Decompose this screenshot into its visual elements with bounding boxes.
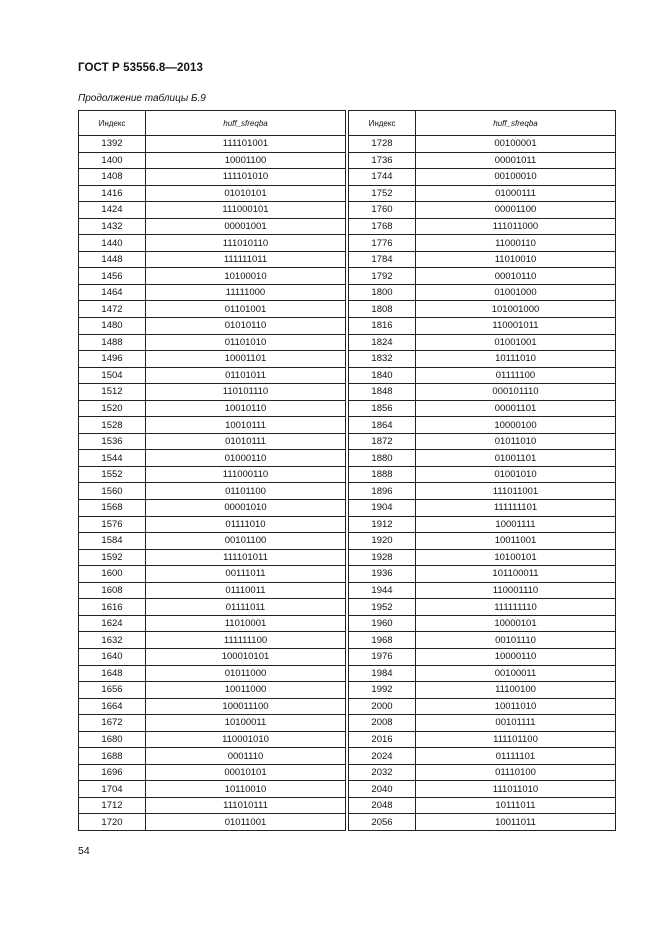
table-row <box>349 268 616 285</box>
table-cell-index: 1464 <box>79 284 146 301</box>
table-row <box>349 797 616 814</box>
table-cell-index: 1696 <box>79 764 146 781</box>
table-row <box>79 202 346 219</box>
table-cell-index: 1576 <box>79 516 146 533</box>
table-row <box>79 566 346 583</box>
table-cell-index: 1728 <box>349 136 416 153</box>
table-cell-index: 1752 <box>349 185 416 202</box>
table-cell-value: 111011000 <box>416 218 616 235</box>
table-cell-index: 2056 <box>349 814 416 831</box>
table-cell-index: 1528 <box>79 417 146 434</box>
table-row <box>79 301 346 318</box>
table-cell-index: 1896 <box>349 483 416 500</box>
table-cell-value: 11111000 <box>146 284 346 301</box>
table-cell-value: 00010101 <box>146 764 346 781</box>
table-cell-value: 10001100 <box>146 152 346 169</box>
table-cell-index: 1560 <box>79 483 146 500</box>
table-row <box>79 715 346 732</box>
table-cell-index: 1472 <box>79 301 146 318</box>
column-header-index: Индекс <box>349 111 416 136</box>
table-cell-value: 01010110 <box>146 318 346 335</box>
table-row <box>79 648 346 665</box>
table-row <box>349 698 616 715</box>
table-cell-value: 111111100 <box>146 632 346 649</box>
table-cell-value: 01010111 <box>146 433 346 450</box>
table-row <box>349 318 616 335</box>
table-cell-index: 1864 <box>349 417 416 434</box>
table-cell-value: 00101110 <box>416 632 616 649</box>
column-header-value: huff_sfreqba <box>146 111 346 136</box>
table-cell-index: 1840 <box>349 367 416 384</box>
table-cell-index: 1928 <box>349 549 416 566</box>
table-cell-index: 1992 <box>349 682 416 699</box>
table-row <box>349 615 616 632</box>
table-row <box>79 185 346 202</box>
table-left-body <box>79 136 346 831</box>
table-cell-value: 10100010 <box>146 268 346 285</box>
table-row <box>79 549 346 566</box>
table-cell-index: 1688 <box>79 748 146 765</box>
table-cell-index: 1960 <box>349 615 416 632</box>
table-cell-value: 01101010 <box>146 334 346 351</box>
table-row <box>79 152 346 169</box>
table-row <box>349 202 616 219</box>
table-row <box>349 433 616 450</box>
table-row <box>79 284 346 301</box>
table-cell-value: 11010001 <box>146 615 346 632</box>
table-row <box>349 500 616 517</box>
table-cell-index: 1536 <box>79 433 146 450</box>
table-cell-index: 2048 <box>349 797 416 814</box>
table-cell-index: 1664 <box>79 698 146 715</box>
table-cell-index: 1880 <box>349 450 416 467</box>
table-cell-value: 111011010 <box>416 781 616 798</box>
table-cell-index: 1600 <box>79 566 146 583</box>
table-row <box>349 136 616 153</box>
table-row <box>79 665 346 682</box>
table-row <box>349 417 616 434</box>
table-cell-value: 10110010 <box>146 781 346 798</box>
table-cell-value: 00100001 <box>416 136 616 153</box>
table-cell-value: 01000111 <box>416 185 616 202</box>
table-container <box>78 110 615 828</box>
table-cell-index: 1480 <box>79 318 146 335</box>
table-cell-index: 1456 <box>79 268 146 285</box>
table-cell-value: 01001010 <box>416 466 616 483</box>
table-cell-index: 1792 <box>349 268 416 285</box>
table-cell-value: 110001011 <box>416 318 616 335</box>
table-cell-index: 1744 <box>349 169 416 186</box>
table-cell-index: 2000 <box>349 698 416 715</box>
table-cell-index: 1624 <box>79 615 146 632</box>
table-cell-value: 01011010 <box>416 433 616 450</box>
table-cell-value: 100010101 <box>146 648 346 665</box>
table-cell-value: 01111011 <box>146 599 346 616</box>
table-row <box>79 533 346 550</box>
table-cell-value: 10011010 <box>416 698 616 715</box>
table-cell-value: 111010110 <box>146 235 346 252</box>
table-cell-value: 11100100 <box>416 682 616 699</box>
table-cell-index: 1848 <box>349 384 416 401</box>
table-row <box>349 566 616 583</box>
table-row <box>349 549 616 566</box>
table-row <box>349 218 616 235</box>
table-row <box>349 814 616 831</box>
table-cell-value: 00100011 <box>416 665 616 682</box>
table-cell-index: 1584 <box>79 533 146 550</box>
table-row <box>79 599 346 616</box>
table-cell-index: 1968 <box>349 632 416 649</box>
table-cell-value: 111101011 <box>146 549 346 566</box>
table-row <box>349 251 616 268</box>
table-cell-value: 110001110 <box>416 582 616 599</box>
table-cell-value: 01000110 <box>146 450 346 467</box>
table-cell-value: 01110011 <box>146 582 346 599</box>
table-cell-index: 1400 <box>79 152 146 169</box>
table-cell-value: 00101100 <box>146 533 346 550</box>
table-cell-value: 10111010 <box>416 351 616 368</box>
table-left <box>78 110 346 831</box>
table-cell-index: 2024 <box>349 748 416 765</box>
table-cell-index: 1904 <box>349 500 416 517</box>
table-cell-index: 1856 <box>349 400 416 417</box>
table-cell-index: 1872 <box>349 433 416 450</box>
table-cell-value: 01111100 <box>416 367 616 384</box>
table-row <box>349 400 616 417</box>
table-cell-value: 01010101 <box>146 185 346 202</box>
table-cell-index: 1504 <box>79 367 146 384</box>
table-row <box>349 450 616 467</box>
table-cell-value: 00101111 <box>416 715 616 732</box>
table-row <box>349 185 616 202</box>
table-cell-value: 10011000 <box>146 682 346 699</box>
table-cell-value: 10000100 <box>416 417 616 434</box>
table-row <box>349 301 616 318</box>
table-row <box>79 748 346 765</box>
table-cell-index: 1784 <box>349 251 416 268</box>
table-cell-value: 00010110 <box>416 268 616 285</box>
table-row <box>349 284 616 301</box>
table-cell-index: 2032 <box>349 764 416 781</box>
table-cell-value: 01101001 <box>146 301 346 318</box>
table-cell-index: 1720 <box>79 814 146 831</box>
table-row <box>79 251 346 268</box>
table-cell-value: 11000110 <box>416 235 616 252</box>
table-row <box>79 781 346 798</box>
table-cell-index: 1920 <box>349 533 416 550</box>
table-cell-index: 1760 <box>349 202 416 219</box>
table-cell-value: 10010111 <box>146 417 346 434</box>
table-cell-index: 1832 <box>349 351 416 368</box>
table-row <box>79 516 346 533</box>
table-cell-index: 1808 <box>349 301 416 318</box>
table-cell-value: 00001101 <box>416 400 616 417</box>
table-row <box>79 814 346 831</box>
table-row <box>79 731 346 748</box>
table-cell-index: 1656 <box>79 682 146 699</box>
table-row <box>349 665 616 682</box>
table-cell-index: 1672 <box>79 715 146 732</box>
table-cell-index: 1704 <box>79 781 146 798</box>
table-cell-index: 1776 <box>349 235 416 252</box>
table-cell-value: 00111011 <box>146 566 346 583</box>
table-cell-value: 01101011 <box>146 367 346 384</box>
table-cell-index: 1432 <box>79 218 146 235</box>
table-row <box>79 334 346 351</box>
table-row <box>349 533 616 550</box>
table-cell-index: 1936 <box>349 566 416 583</box>
table-cell-value: 01111101 <box>416 748 616 765</box>
table-cell-index: 1496 <box>79 351 146 368</box>
column-header-value: huff_sfreqba <box>416 111 616 136</box>
table-cell-index: 1712 <box>79 797 146 814</box>
table-cell-value: 10011001 <box>416 533 616 550</box>
table-cell-index: 1608 <box>79 582 146 599</box>
table-row <box>79 582 346 599</box>
table-row <box>79 682 346 699</box>
table-cell-value: 0001110 <box>146 748 346 765</box>
table-cell-index: 1976 <box>349 648 416 665</box>
table-cell-value: 111101010 <box>146 169 346 186</box>
table-cell-value: 10001101 <box>146 351 346 368</box>
table-cell-index: 1424 <box>79 202 146 219</box>
table-cell-value: 01101100 <box>146 483 346 500</box>
table-cell-value: 111111101 <box>416 500 616 517</box>
table-cell-index: 1408 <box>79 169 146 186</box>
table-cell-value: 111010111 <box>146 797 346 814</box>
table-row <box>349 367 616 384</box>
table-row <box>349 764 616 781</box>
table-row <box>349 334 616 351</box>
table-cell-value: 01001001 <box>416 334 616 351</box>
table-cell-index: 1616 <box>79 599 146 616</box>
table-cell-index: 1568 <box>79 500 146 517</box>
table-cell-value: 10010110 <box>146 400 346 417</box>
table-cell-index: 2016 <box>349 731 416 748</box>
table-row <box>79 483 346 500</box>
table-right <box>348 110 616 831</box>
table-cell-value: 111111110 <box>416 599 616 616</box>
table-row <box>349 351 616 368</box>
table-cell-value: 01111010 <box>146 516 346 533</box>
table-row <box>349 384 616 401</box>
table-cell-index: 2040 <box>349 781 416 798</box>
table-cell-value: 11010010 <box>416 251 616 268</box>
table-row <box>79 797 346 814</box>
table-row <box>79 384 346 401</box>
table-row <box>349 632 616 649</box>
table-cell-index: 1552 <box>79 466 146 483</box>
table-cell-index: 1440 <box>79 235 146 252</box>
table-cell-index: 1448 <box>79 251 146 268</box>
table-cell-index: 1488 <box>79 334 146 351</box>
table-row <box>349 235 616 252</box>
table-row <box>79 367 346 384</box>
table-cell-index: 1824 <box>349 334 416 351</box>
table-row <box>349 648 616 665</box>
table-row <box>79 500 346 517</box>
table-cell-value: 01011000 <box>146 665 346 682</box>
table-cell-value: 100011100 <box>146 698 346 715</box>
table-row <box>79 417 346 434</box>
table-row <box>79 698 346 715</box>
table-cell-value: 111101100 <box>416 731 616 748</box>
table-cell-value: 111000101 <box>146 202 346 219</box>
table-row <box>79 615 346 632</box>
table-cell-value: 10000110 <box>416 648 616 665</box>
table-row <box>79 632 346 649</box>
table-row <box>349 516 616 533</box>
table-row <box>349 483 616 500</box>
table-cell-value: 111111011 <box>146 251 346 268</box>
table-cell-index: 1952 <box>349 599 416 616</box>
table-row <box>349 781 616 798</box>
table-cell-value: 01011001 <box>146 814 346 831</box>
table-cell-value: 000101110 <box>416 384 616 401</box>
table-cell-value: 110001010 <box>146 731 346 748</box>
table-cell-value: 01110100 <box>416 764 616 781</box>
table-cell-index: 1416 <box>79 185 146 202</box>
table-cell-value: 01001101 <box>416 450 616 467</box>
table-row <box>79 268 346 285</box>
table-row <box>349 169 616 186</box>
table-cell-value: 111011001 <box>416 483 616 500</box>
table-row <box>349 599 616 616</box>
table-row <box>79 235 346 252</box>
table-row <box>79 351 346 368</box>
table-cell-index: 2008 <box>349 715 416 732</box>
page-number: 54 <box>78 845 90 857</box>
table-cell-index: 1632 <box>79 632 146 649</box>
table-cell-index: 1392 <box>79 136 146 153</box>
table-row <box>349 466 616 483</box>
table-row <box>79 466 346 483</box>
column-header-index: Индекс <box>79 111 146 136</box>
table-cell-index: 1520 <box>79 400 146 417</box>
table-row <box>349 748 616 765</box>
table-row <box>79 400 346 417</box>
table-cell-value: 111000110 <box>146 466 346 483</box>
table-cell-value: 00001010 <box>146 500 346 517</box>
table-row <box>79 169 346 186</box>
table-cell-value: 10111011 <box>416 797 616 814</box>
table-row <box>349 731 616 748</box>
table-row <box>79 450 346 467</box>
table-cell-value: 00100010 <box>416 169 616 186</box>
table-cell-index: 1912 <box>349 516 416 533</box>
table-cell-index: 1640 <box>79 648 146 665</box>
table-cell-value: 101001000 <box>416 301 616 318</box>
table-cell-value: 01001000 <box>416 284 616 301</box>
table-cell-index: 1984 <box>349 665 416 682</box>
table-row <box>79 433 346 450</box>
table-cell-value: 10100011 <box>146 715 346 732</box>
table-cell-index: 1888 <box>349 466 416 483</box>
table-cell-index: 1512 <box>79 384 146 401</box>
table-cell-index: 1816 <box>349 318 416 335</box>
table-cell-value: 00001100 <box>416 202 616 219</box>
table-cell-value: 10011011 <box>416 814 616 831</box>
table-cell-value: 110101110 <box>146 384 346 401</box>
table-header-row <box>349 111 616 136</box>
table-cell-value: 10001111 <box>416 516 616 533</box>
table-cell-value: 10000101 <box>416 615 616 632</box>
table-cell-value: 111101001 <box>146 136 346 153</box>
table-cell-index: 1736 <box>349 152 416 169</box>
table-cell-index: 1800 <box>349 284 416 301</box>
table-cell-value: 101100011 <box>416 566 616 583</box>
table-cell-index: 1592 <box>79 549 146 566</box>
table-row <box>349 582 616 599</box>
table-cell-value: 00001001 <box>146 218 346 235</box>
table-right-body <box>349 136 616 831</box>
table-cell-value: 00001011 <box>416 152 616 169</box>
table-row <box>79 218 346 235</box>
table-cell-index: 1544 <box>79 450 146 467</box>
table-row <box>349 715 616 732</box>
table-caption: Продолжение таблицы Б.9 <box>78 93 206 104</box>
table-row <box>349 152 616 169</box>
table-cell-index: 1768 <box>349 218 416 235</box>
table-row <box>79 136 346 153</box>
document-header: ГОСТ Р 53556.8—2013 <box>78 62 203 74</box>
table-header-row <box>79 111 346 136</box>
table-row <box>79 764 346 781</box>
table-row <box>349 682 616 699</box>
table-row <box>79 318 346 335</box>
table-cell-index: 1648 <box>79 665 146 682</box>
table-cell-index: 1944 <box>349 582 416 599</box>
table-cell-index: 1680 <box>79 731 146 748</box>
table-cell-value: 10100101 <box>416 549 616 566</box>
